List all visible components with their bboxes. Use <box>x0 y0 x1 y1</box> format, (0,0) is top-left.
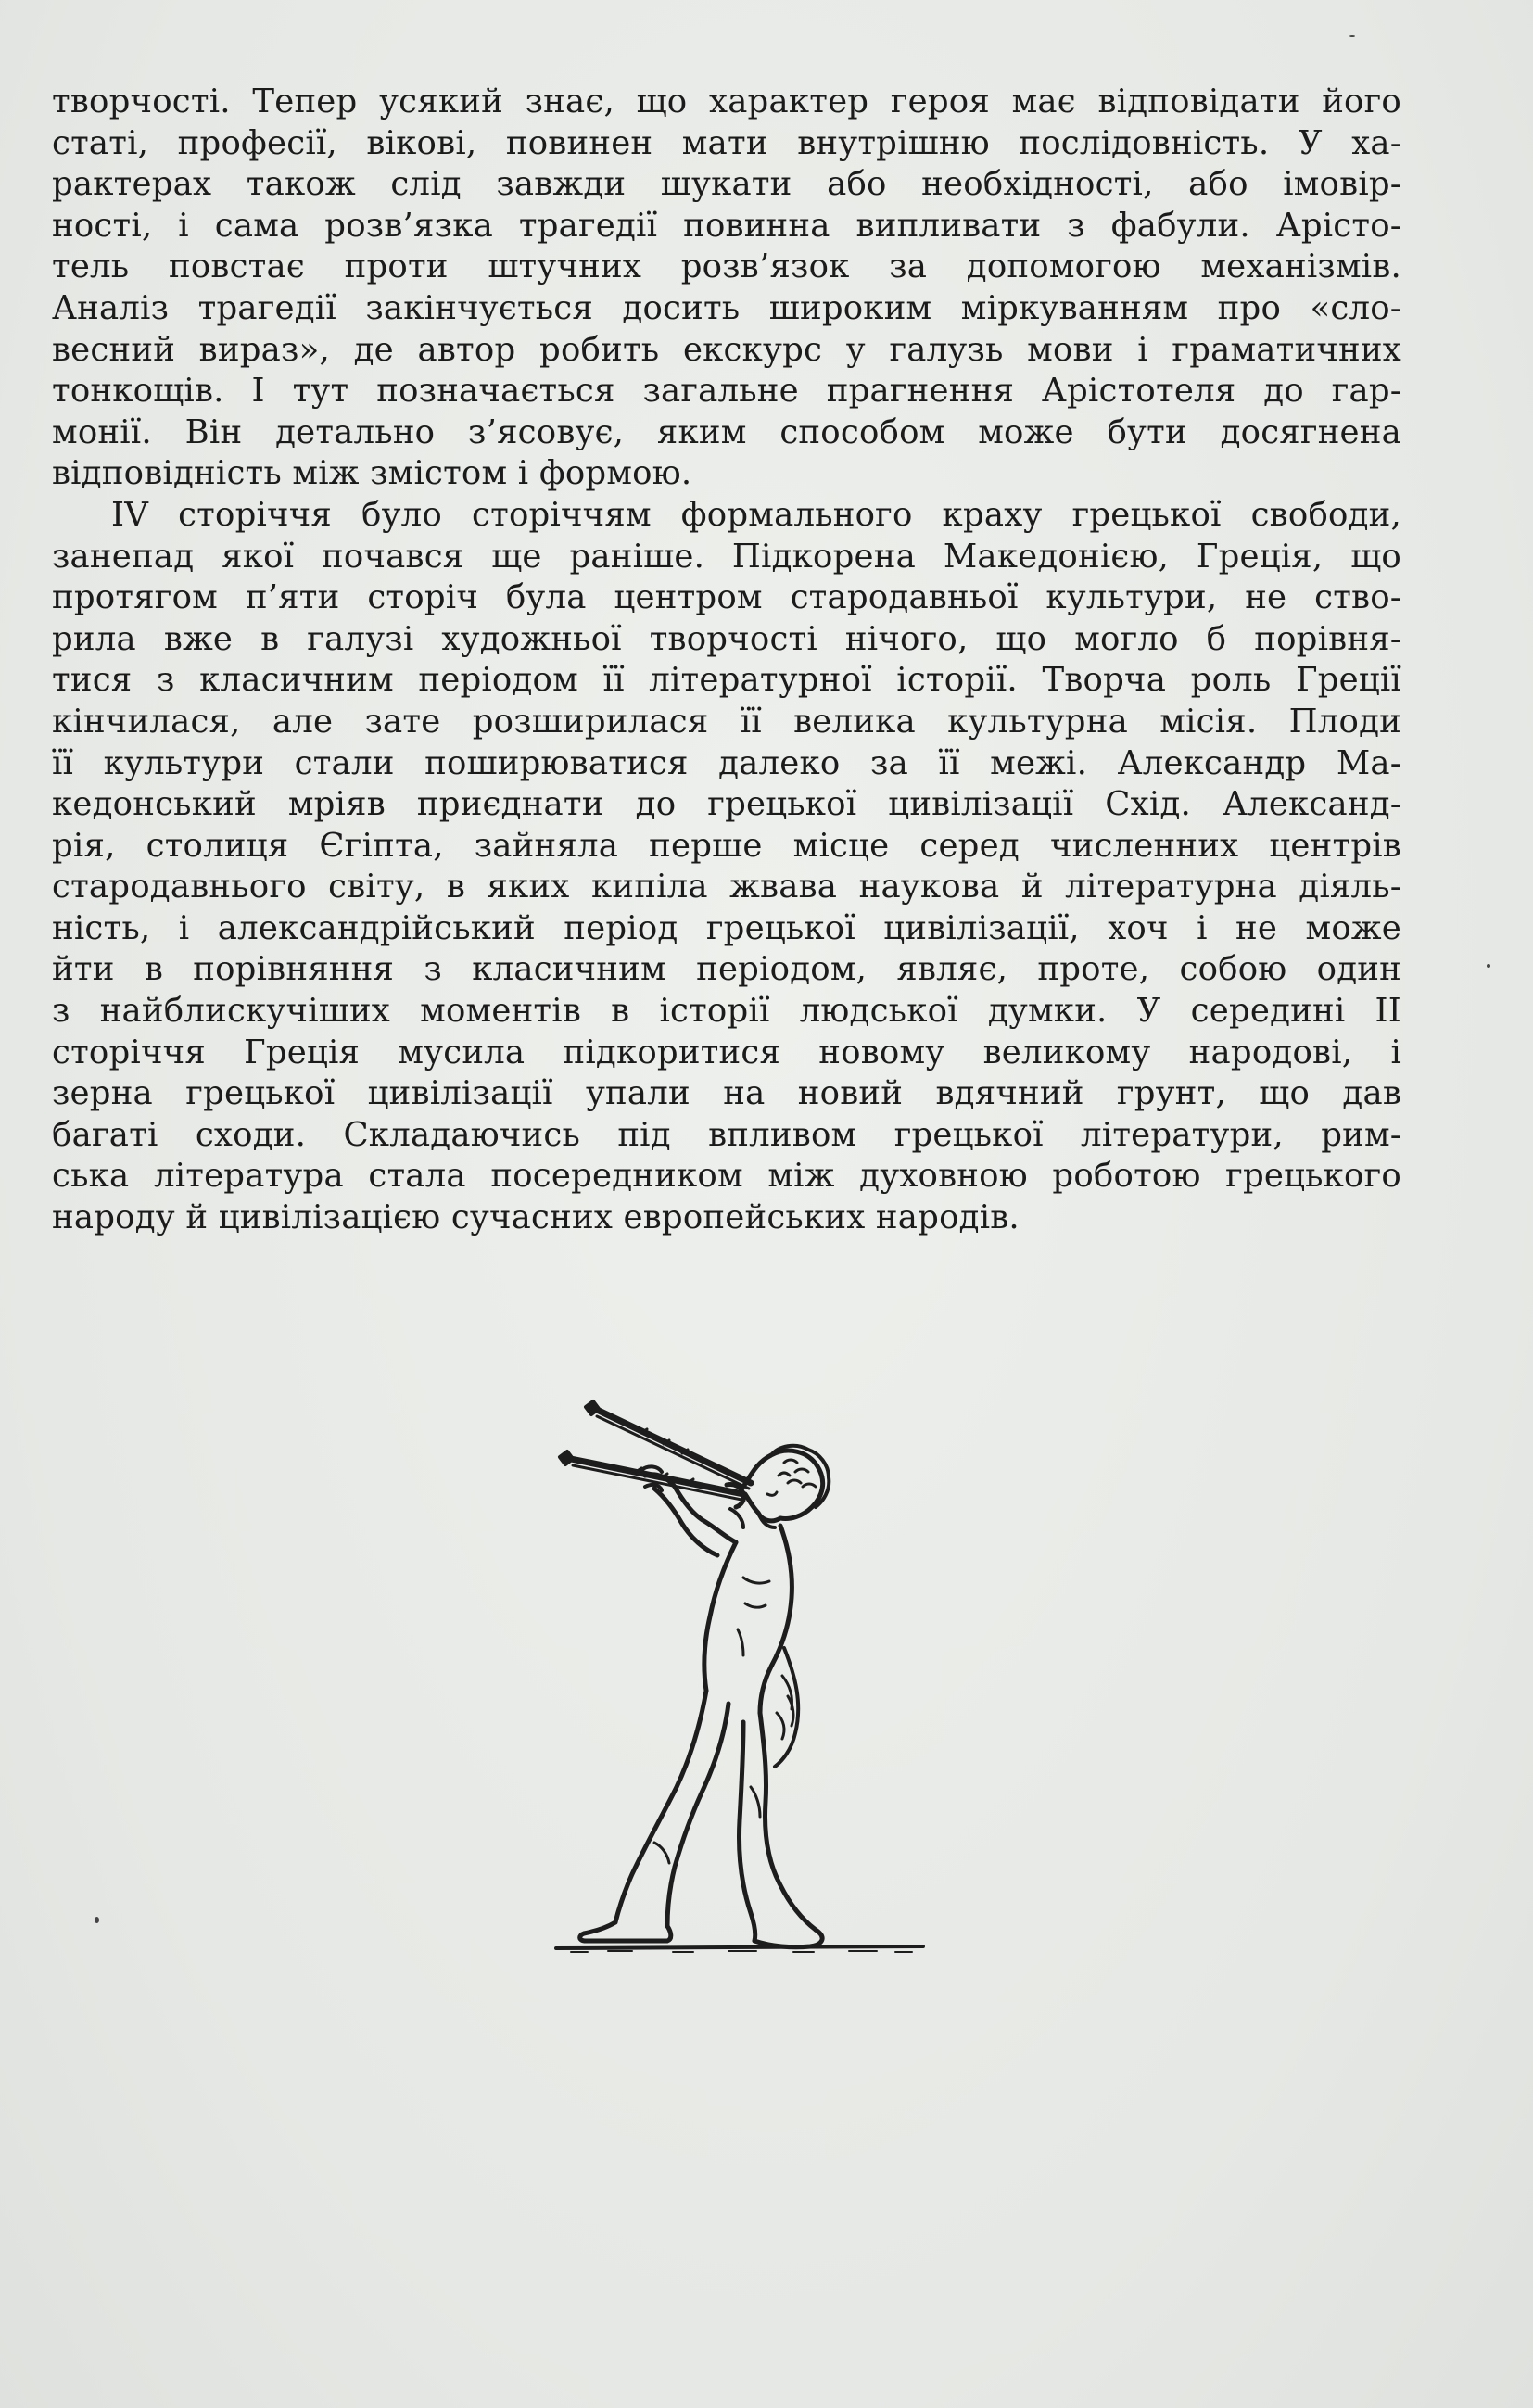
text-line: зерна грецької цивілізації упали на новий вдячний грунт, що дав <box>52 1074 1401 1113</box>
text-line: IV сторіччя було сторіччям формального краху грецької свободи, <box>111 495 1401 534</box>
text-line: йти в порівняння з класичним періодом, являє, проте, собою один <box>52 950 1401 989</box>
text-line: ності, і сама розв’язка трагедії повинна випливати з фабули. Арісто- <box>52 206 1401 245</box>
text-line: весний вираз», де автор робить екскурс у галузь мови і граматичних <box>52 330 1401 369</box>
text-line: сторіччя Греція мусила підкоритися новому великому народові, і <box>52 1033 1401 1071</box>
text-line: тися з класичним періодом її літературної історії. Творча роль Греції <box>52 661 1401 700</box>
text-line: занепад якої почався ще раніше. Підкорена Македонією, Греція, що <box>52 537 1401 576</box>
text-line: з найблискучіших моментів в історії людської думки. У середині ІІ <box>52 992 1401 1031</box>
paper-speck <box>95 1917 99 1923</box>
text-line: рактерах також слід завжди шукати або необхідності, або імовір- <box>52 165 1401 204</box>
satyr-flute-player-icon <box>552 1398 932 1954</box>
text-line: кінчилася, але зате розширилася її велика культурна місія. Плоди <box>52 702 1401 741</box>
satyr-illustration <box>552 1398 932 1954</box>
paragraph-1 <box>52 82 1401 495</box>
text-line: протягом п’яти сторіч була центром стародавньої культури, не ство- <box>52 578 1401 617</box>
text-line: відповідність між змістом і формою. <box>52 454 692 493</box>
text-line: Аналіз трагедії закінчується досить широким міркуванням про «сло- <box>52 288 1401 327</box>
text-line: багаті сходи. Складаючись під впливом грецької літератури, рим- <box>52 1115 1401 1154</box>
text-line: творчості. Тепер усякий знає, що характер героя має відповідати його <box>52 82 1401 120</box>
text-line: ність, і александрійський період грецької цивілізації, хоч і не може <box>52 908 1401 947</box>
text-line: тонкощів. І тут позначається загальне прагнення Арістотеля до гар- <box>52 372 1401 411</box>
paper-speck <box>1487 964 1490 968</box>
text-line: статі, професії, вікові, повинен мати внутрішню послідовність. У ха- <box>52 123 1401 162</box>
text-line: рія, столиця Єгіпта, зайняла перше місце серед численних центрів <box>52 826 1401 865</box>
paper-speck <box>1349 35 1355 37</box>
text-line: стародавнього світу, в яких кипіла жвава наукова й літературна діяль- <box>52 868 1401 906</box>
text-line: монії. Він детально з’ясовує, яким способом може бути досягнена <box>52 412 1401 451</box>
text-line: тель повстає проти штучних розв’язок за допомогою механізмів. <box>52 247 1401 286</box>
text-line: кедонський мріяв приєднати до грецької цивілізації Схід. Александ- <box>52 785 1401 824</box>
text-line: її культури стали поширюватися далеко за її межі. Александр Ма- <box>52 743 1401 782</box>
text-line: рила вже в галузі художньої творчості нічого, що могло б порівня- <box>52 619 1401 658</box>
text-body <box>52 82 1401 1239</box>
text-line: ська література стала посередником між духовною роботою грецького <box>52 1157 1401 1196</box>
paragraph-2 <box>52 495 1401 1239</box>
text-line: народу й цивілізацією сучасних европейських народів. <box>52 1198 1020 1237</box>
